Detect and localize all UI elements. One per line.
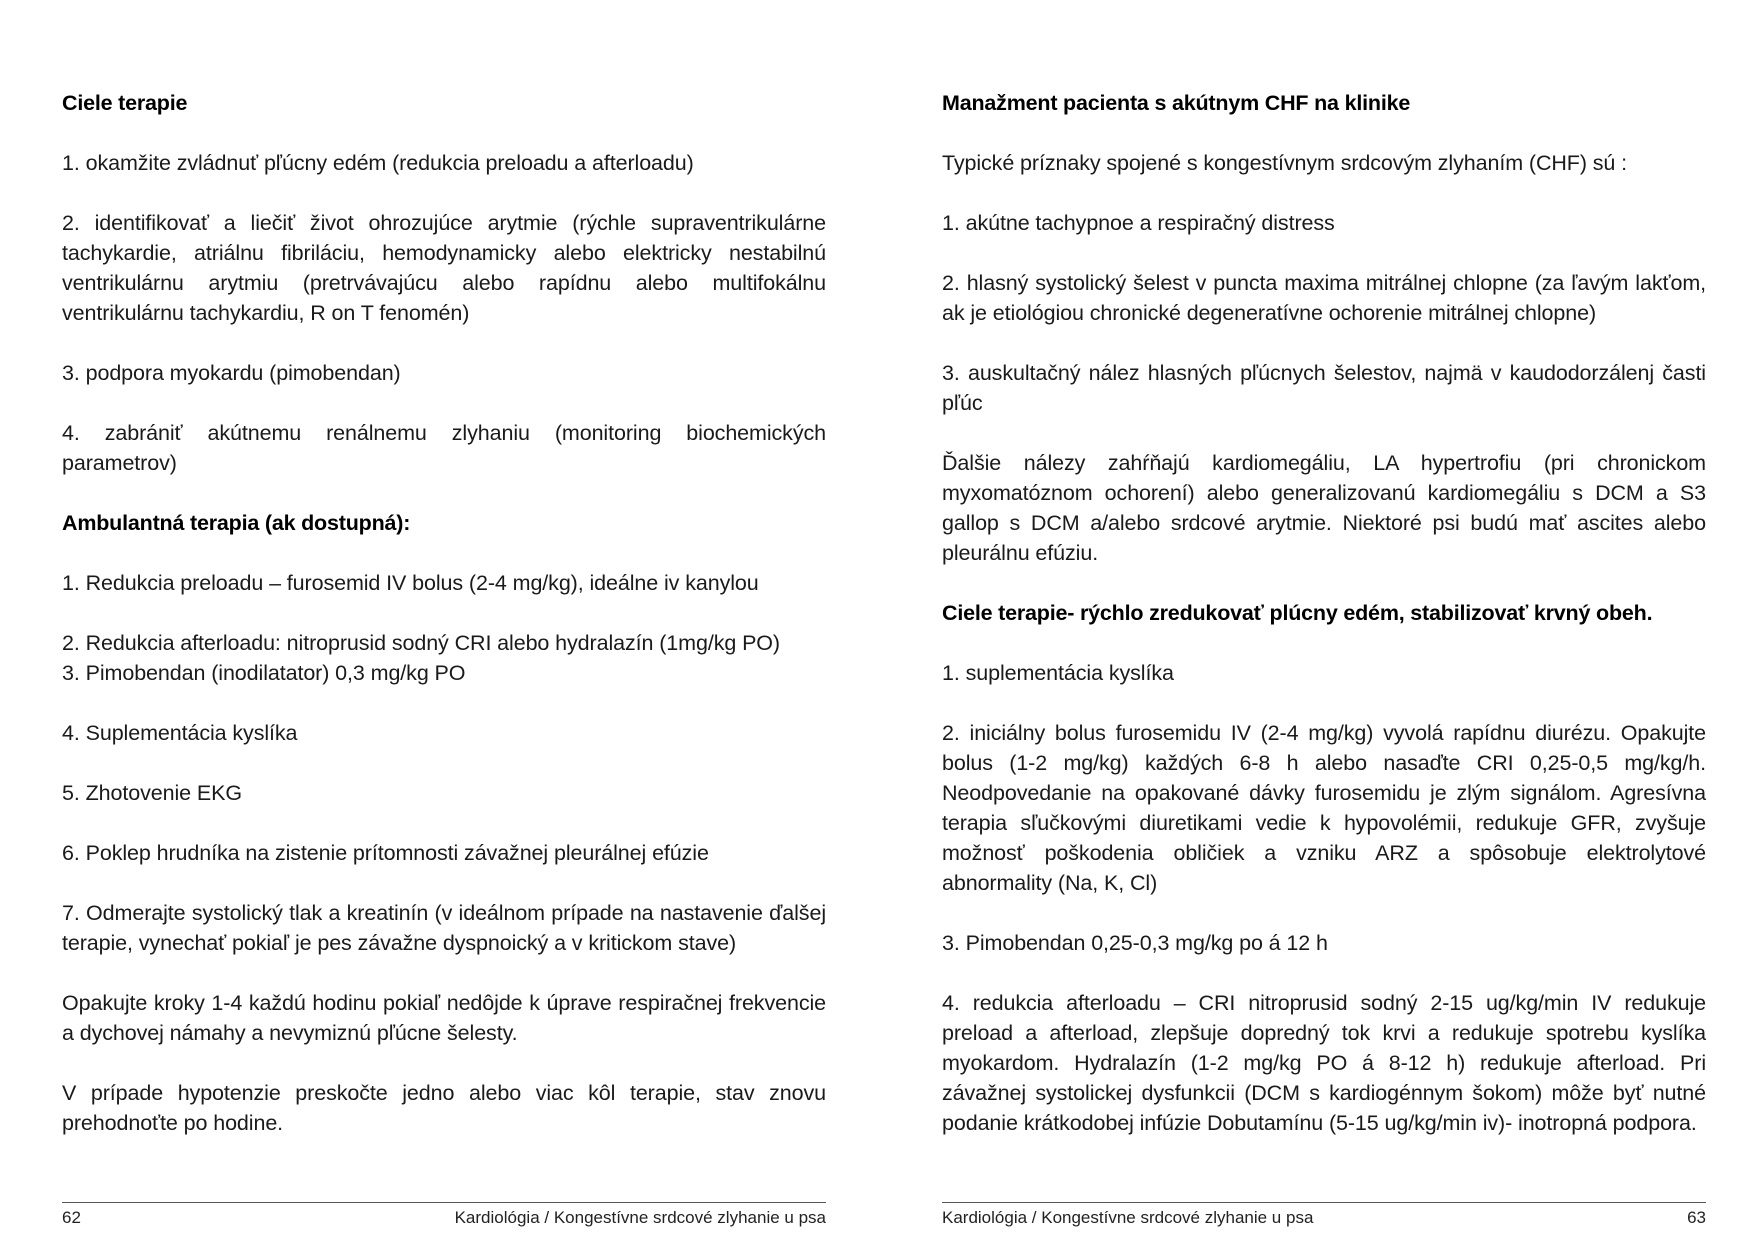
therapy-item: 4. redukcia afterloadu – CRI nitroprusid sodný 2-15 ug/kg/min IV redukuje preload a afterload, zlepšuje dopredný tok krvi a redukuje spotrebu kyslíka myokardom. Hydralazín (1-2 mg/kg PO á 8-12 h) redukuje afterload. Pri závažnej systolickej dysfunkcii (DCM s kardiogénnym šokom) môže byť nutné podanie krátkodobej infúzie Dobutamínu (5-15 ug/kg/min iv)- inotropná podpora. [942,991,1706,1135]
page-number: 62 [62,1208,81,1227]
heading-chf-management: Manažment pacienta s akútnym CHF na klinike [942,91,1411,115]
paragraph-intro: Typické príznaky spojené s kongestívnym srdcovým zlyhaním (CHF) sú : [942,151,1628,175]
step-item: 3. Pimobendan (inodilatator) 0,3 mg/kg PO [62,661,466,685]
heading-outpatient-therapy: Ambulantná terapia (ak dostupná): [62,511,411,535]
goal-item: 3. podpora myokardu (pimobendan) [62,361,401,385]
paragraph-hypotension: V prípade hypotenzie preskočte jedno alebo viac kôl terapie, stav znovu prehodnoťte po hodine. [62,1081,826,1135]
goal-item: 4. zabrániť akútnemu renálnemu zlyhaniu (monitoring biochemických parametrov) [62,421,826,475]
page-footer [62,1206,826,1230]
symptom-item: 1. akútne tachypnoe a respiračný distress [942,211,1335,235]
left-page-content [62,88,826,1138]
goal-item: 2. identifikovať a liečiť život ohrozujúce arytmie (rýchle supraventrikulárne tachykardie, atriálnu fibriláciu, hemodynamicky alebo elektricky nestabilnú ventrikulárnu arytmiu (pretrvávajúcu alebo rapídnu alebo multifokálnu ventrikulárnu tachykardiu, R on T fenomén) [62,211,826,325]
right-page [942,0,1706,1240]
right-page-content [942,88,1706,1138]
heading-therapy-goals-clinic: Ciele terapie- rýchlo zredukovať plúcny edém, stabilizovať krvný obeh. [942,601,1653,625]
running-title: Kardiológia / Kongestívne srdcové zlyhanie u psa [454,1208,826,1227]
page-footer [942,1206,1706,1230]
step-item: 6. Poklep hrudníka na zistenie prítomnosti závažnej pleurálnej efúzie [62,841,709,865]
therapy-item: 1. suplementácia kyslíka [942,661,1174,685]
step-item: 7. Odmerajte systolický tlak a kreatinín (v ideálnom prípade na nastavenie ďalšej terapie, vynechať pokiaľ je pes závažne dyspnoický a v kritickom stave) [62,901,826,955]
paragraph-repeat-steps: Opakujte kroky 1-4 každú hodinu pokiaľ nedôjde k úprave respiračnej frekvencie a dychovej námahy a nevymiznú pľúcne šelesty. [62,991,826,1045]
heading-therapy-goals: Ciele terapie [62,91,188,115]
footer-divider [62,1202,826,1203]
step-item: 5. Zhotovenie EKG [62,781,242,805]
step-item: 4. Suplementácia kyslíka [62,721,298,745]
therapy-item: 3. Pimobendan 0,25-0,3 mg/kg po á 12 h [942,931,1328,955]
step-item: 1. Redukcia preloadu – furosemid IV bolus (2-4 mg/kg), ideálne iv kanylou [62,571,759,595]
footer-divider [942,1202,1706,1203]
goal-item: 1. okamžite zvládnuť pľúcny edém (redukcia preloadu a afterloadu) [62,151,694,175]
running-title: Kardiológia / Kongestívne srdcové zlyhanie u psa [942,1208,1314,1227]
left-page [62,0,826,1240]
paragraph-findings: Ďalšie nálezy zahŕňajú kardiomegáliu, LA hypertrofiu (pri chronickom myxomatóznom ochorení) alebo generalizovanú kardiomegáliu s DCM a S3 gallop s DCM a/alebo srdcové arytmie. Niektoré psi budú mať ascites alebo pleurálnu efúziu. [942,451,1706,565]
symptom-item: 3. auskultačný nález hlasných pľúcnych šelestov, najmä v kaudodorzálenj časti pľúc [942,361,1706,415]
therapy-item: 2. iniciálny bolus furosemidu IV (2-4 mg/kg) vyvolá rapídnu diurézu. Opakujte bolus (1-2 mg/kg) každých 6-8 h alebo nasaďte CRI 0,25-0,5 mg/kg/h. Neodpovedanie na opakované dávky furosemidu je zlým signálom. Agresívna terapia sľučkovými diuretikami vedie k hypovolémii, redukuje GFR, zvyšuje možnosť poškodenia obličiek a vzniku ARZ a spôsobuje elektrolytové abnormality (Na, K, Cl) [942,721,1706,895]
symptom-item: 2. hlasný systolický šelest v puncta maxima mitrálnej chlopne (za ľavým lakťom, ak je etiológiou chronické degeneratívne ochorenie mitrálnej chlopne) [942,271,1706,325]
page-number: 63 [1687,1208,1706,1227]
step-item: 2. Redukcia afterloadu: nitroprusid sodný CRI alebo hydralazín (1mg/kg PO) [62,631,780,655]
